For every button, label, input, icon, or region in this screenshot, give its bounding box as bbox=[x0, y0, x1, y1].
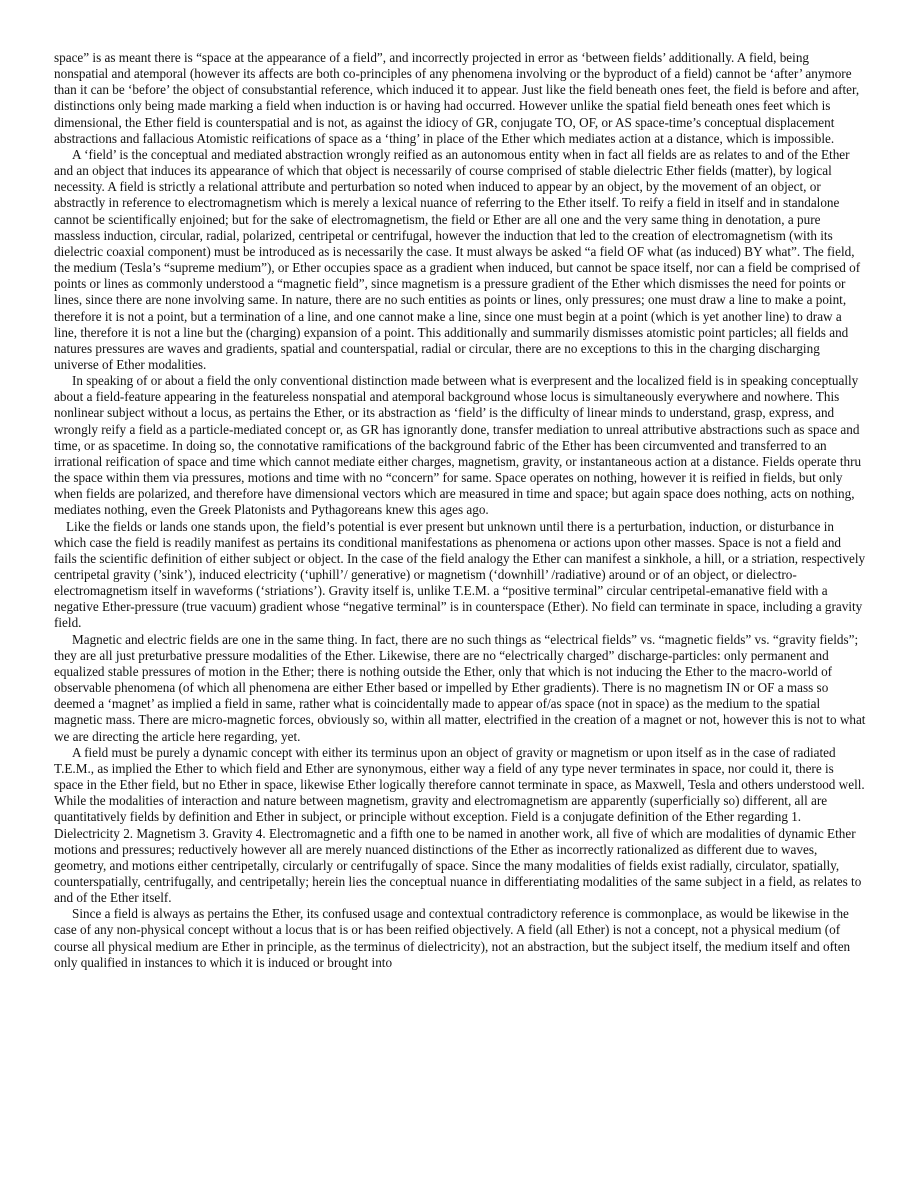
paragraph-6: A field must be purely a dynamic concept with either its terminus upon an object of gravity or magnetism or upon itself as in the case of radiated T.E.M., as implied the Ether to which field and Ether are synonymous, either way a field of any type never terminates in space, nor could it, there is space in the Ether field, but no Ether in space, likewise Ether logically therefore cannot terminate in space, as Maxwell, Tesla and others understood well. While the modalities of interaction and nature between magnetism, gravity and electromagnetism are apparently (superficially so) different, all are quantitatively fields by definition and Ether in subject, or principle without exception. Field is a conjugate definition of the Ether regarding 1. Dielectricity 2. Magnetism 3. Gravity 4. Electromagnetic and a fifth one to be named in another work, all five of which are modalities of dynamic Ether motions and pressures; reductively however all are merely nuanced distinctions of the Ether as incorrectly rationalized as different due to waves, geometry, and motions either centripetally, circularly or centrifugally of space. Since the many modalities of fields exist radially, circulator, spatially, counterspatially, centrifugally, and centripetally; herein lies the conceptual nuance in differentiating modalities of the same subject in a field, as relates to and of the Ether itself. bbox=[54, 744, 865, 906]
paragraph-7: Since a field is always as pertains the Ether, its confused usage and contextual contradictory reference is commonplace, as would be likewise in the case of any non-physical concept without a locus that is or has been reified objectively. A field (all Ether) is not a concept, not a physical medium (of course all physical medium are Ether in principle, as the terminus of dielectricity), not an abstraction, but the subject itself, the medium itself and often only qualified in instances to which it is induced or brought into bbox=[54, 906, 851, 970]
paragraph-5: Magnetic and electric fields are one in the same thing. In fact, there are no such things as “electrical fields” vs. “magnetic fields” vs. “gravity fields”; they are all just preturbative pressure modalities of the Ether. Likewise, there are no “electrically charged” discharge-particles: only permanent and equalized stable pressures of motion in the Ether; there is nothing outside the Ether, only that which is not inducing the Ether to the macro-world of observable phenomena (of which all phenomena are either Ether based or impelled by Ether gradients). There is no magnetism IN or OF a mass so deemed a ‘magnet’ as implied a field in same, rather what is coincidentally made to appear of/as space (not in space) as the medium to the spatial magnetic mass. There are micro-magnetic forces, obviously so, within all matter, electrified in the creation of a magnet or not, however this is not to what we are directing the article here regarding, yet. bbox=[54, 631, 866, 744]
paragraph-1: space” is as meant there is “space at the appearance of a field”, and incorrectly projected in error as ‘between fields’ additionally. A field, being nonspatial and atemporal (however its affects are both co-principles of any phenomena involving or the byproduct of a field) cannot be ‘after’ anymore than it can be ‘before’ the object of consubstantial reference, which induced it to appear. Just like the field beneath ones feet, the field is before and after, distinctions only being made marking a field when induction is or having had occurred. However unlike the spatial field beneath ones feet which is dimensional, the Ether field is counterspatial and is not, as against the idiocy of GR, conjugate TO, OF, or AS space-time’s conceptual displacement abstractions and fallacious Atomistic reifications of space as a ‘thing’ in place of the Ether which mediates action at a distance, which is impossible. bbox=[54, 50, 860, 146]
paragraph-3: In speaking of or about a field the only conventional distinction made between what is everpresent and the localized field is in speaking conceptually about a field-feature appearing in the featureless nonspatial and atemporal background whose locus is simultaneously everywhere and nowhere. This nonlinear subject without a locus, as pertains the Ether, or its abstraction as ‘field’ is the difficulty of linear minds to understand, grasp, express, and wrongly reify a field as a particle-mediated concept or, as GR has ignorantly done, transfer mediation to unreal attributive abstractions such as space and time, or as spacetime. In doing so, the connotative ramifications of the background fabric of the Ether has been circumvented and transferred to an irrational reification of space and time which cannot mediate either charges, magnetism, gravity, or instantaneous action at a distance. Fields operate thru the space within them via pressures, motions and time with no “concern” for same. Space operates on nothing, however it is reified in fields, but only when fields are polarized, and therefore have dimensional vectors which are measured in time and space; but again space does nothing, acts on nothing, mediates nothing, even the Greek Platonists and Pythagoreans knew this ages ago. bbox=[54, 373, 862, 518]
paragraph-4: Like the fields or lands one stands upon, the field’s potential is ever present but unknown until there is a perturbation, induction, or disturbance in which case the field is readily manifest as pertains its conditional manifestations as phenomena or actions upon other masses. Space is not a field and fails the scientific definition of either subject or object. In the case of the field analogy the Ether can manifest a sinkhole, a hill, or a striation, respectively centripetal gravity (’sink’), induced electricity (‘uphill’/ generative) or magnetism (‘downhill’ /radiative) around or of an object, or dielectro-electromagnetism itself in waveforms (‘striations’). Gravity itself is, unlike T.E.M. a “positive terminal” circular centripetal-emanative field with a negative Ether-pressure (true vacuum) gradient whose “negative terminal” is in counterspace (Ether). No field can terminate in space, including a gravity field. bbox=[54, 518, 866, 631]
paragraph-2: A ‘field’ is the conceptual and mediated abstraction wrongly reified as an autonomous entity when in fact all fields are as relates to and of the Ether and an object that induces its appearance of which that object is necessarily of course comprised of stable dielectric Ether fields (matter), by logical necessity. A field is strictly a relational attribute and perturbation so noted when induced to appear by an object, by the movement of an object, or abstractly in reference to electromagnetism which is merely a lexical nuance of referring to the Ether itself. To reify a field in itself and in standalone cannot be scientifically enjoined; but for the sake of electromagnetism, the field or Ether are all one and the very same thing in denotation, a pure massless induction, circular, radial, polarized, centripetal or centrifugal, however the induction that led to the creation of electromagnetism (with its dielectric coaxial component) must be introduced as is necessarily the case. It must always be asked “a field OF what (as induced) BY what”. The field, the medium (Tesla’s “supreme medium”), or Ether occupies space as a gradient when induced, but cannot be space itself, nor can a field be comprised of points or lines as commonly understood a “magnetic field”, since magnetism is a pressure gradient of the Ether which dismisses the need for points or lines, since there are none involving same. In nature, there are no such entities as points or lines, only pressures; one must draw a line to make a point, therefore it is not a point, but a termination of a line, and one cannot make a line, since one must begin at a point (which is yet another line) to draw a line, therefore it is not a line but the (charging) expansion of a point. This additionally and summarily dismisses atomistic point particles; all fields and natures pressures are waves and gradients, spatial and counterspatial, radial or circular, there are no exceptions to this in the charging discharging universe of Ether modalities. bbox=[54, 146, 861, 372]
document-page bbox=[54, 50, 866, 971]
